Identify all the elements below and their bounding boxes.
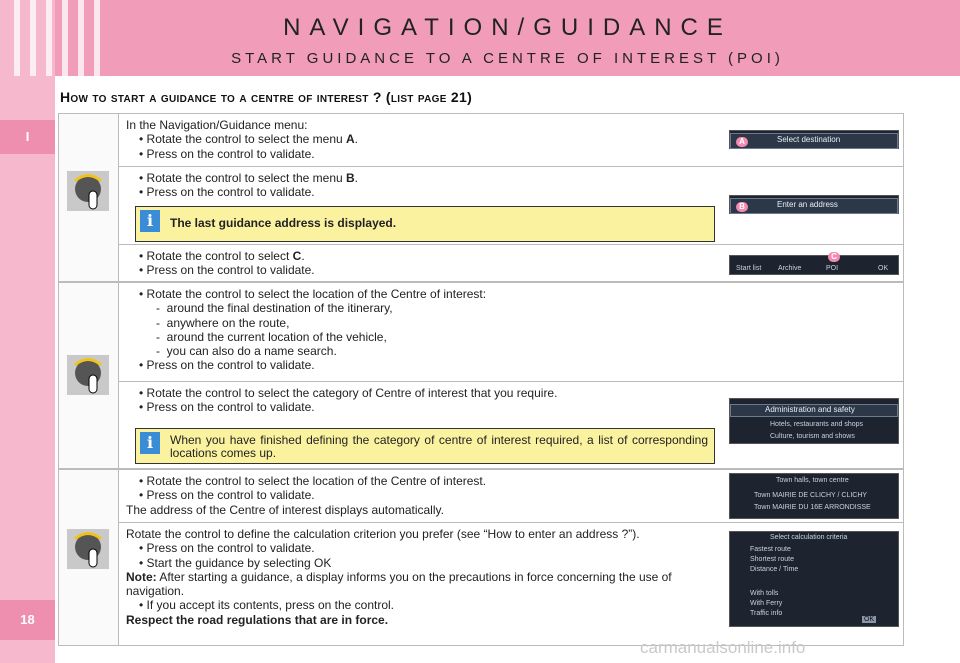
bullet: • Press on the control to validate.: [139, 185, 315, 200]
bullet: • Press on the control to validate.: [139, 488, 315, 503]
header-stripes: [0, 0, 110, 76]
sidebar: [0, 0, 55, 663]
step-poi-category: [119, 381, 903, 470]
rotary-control-icon: [65, 353, 111, 397]
page-number: 18: [0, 600, 55, 640]
bullet: • Press on the control to validate.: [139, 146, 315, 161]
instruction-group-1: [58, 113, 904, 282]
screen-thumbnail-b: B Enter an address: [729, 195, 899, 214]
screen-thumbnail-categories: Administration and safety Hotels, restaurants and shops Culture, tourism and shows: [729, 398, 899, 444]
page-title: NAVIGATION/GUIDANCE: [283, 14, 732, 41]
bullet: • Press on the control to validate.: [139, 400, 315, 415]
bullet: • Press on the control to validate.: [139, 263, 315, 278]
bullet: • Rotate the control to select the menu B.: [139, 171, 359, 185]
dash-item: - around the final destination of the itinerary,: [156, 301, 393, 316]
bullet: • Rotate the control to select C.: [139, 249, 305, 263]
note-text: Note: After starting a guidance, a display informs you on the precautions in force concerning the use of navigation.: [126, 569, 672, 599]
body-text: Rotate the control to define the calculation criterion you prefer (see “How to enter an address ?”).: [126, 527, 640, 541]
bullet: • Rotate the control to select the menu A.: [139, 132, 359, 147]
bullet: • Press on the control to validate.: [139, 358, 315, 373]
info-note: i When you have finished defining the category of centre of interest required, a list of corresponding locations comes up.: [135, 428, 715, 464]
page-subtitle: START GUIDANCE TO A CENTRE OF INTEREST (POI): [231, 50, 784, 67]
rotary-control-icon: [65, 169, 111, 213]
bullet: • Rotate the control to select the category of Centre of interest that you require.: [139, 386, 558, 400]
bullet: • Press on the control to validate.: [139, 541, 315, 556]
bullet: • Start the guidance by selecting OK: [139, 555, 332, 570]
warning-text: Respect the road regulations that are in force.: [126, 612, 389, 627]
section-title: How to start a guidance to a centre of interest ? (list page 21): [60, 89, 473, 105]
screen-thumbnail-criteria: Select calculation criteria Fastest route Shortest route Distance / Time With tolls With Ferry Traffic info OK: [729, 531, 899, 627]
bullet: • Rotate the control to select the location of the Centre of interest:: [139, 287, 487, 301]
chapter-indicator: I: [0, 120, 55, 154]
step-calculation-criterion: [119, 522, 903, 647]
bullet: • If you accept its contents, press on the control.: [139, 598, 395, 613]
step-select-poi: [119, 244, 903, 283]
body-text: The address of the Centre of interest displays automatically.: [126, 502, 444, 517]
dash-item: - you can also do a name search.: [156, 344, 337, 359]
screen-thumbnail-a: A Select destination: [729, 130, 899, 149]
info-icon: i: [140, 210, 160, 232]
info-icon: i: [140, 432, 160, 454]
dash-item: - around the current location of the vehicle,: [156, 329, 387, 344]
screen-thumbnail-poi-list: Town halls, town centre Town MAIRIE DE CLICHY / CLICHY Town MAIRIE DU 16E ARRONDISSE: [729, 473, 899, 519]
screen-thumbnail-c: C Start list Archive POI OK: [729, 255, 899, 275]
step-select-destination: [119, 114, 903, 166]
step-select-poi-location: [119, 470, 903, 522]
page-header: [55, 0, 960, 76]
watermark: carmanualsonline.info: [640, 638, 806, 657]
bullet: • Rotate the control to select the location of the Centre of interest.: [139, 474, 487, 488]
dash-item: - anywhere on the route,: [156, 315, 290, 330]
intro-text: In the Navigation/Guidance menu:: [126, 118, 308, 132]
instruction-group-3: [58, 469, 904, 646]
info-note: i The last guidance address is displayed.: [135, 206, 715, 242]
step-enter-address: [119, 166, 903, 244]
instruction-group-2: [58, 282, 904, 469]
step-poi-location: [119, 283, 903, 381]
rotary-control-icon: [65, 527, 111, 571]
